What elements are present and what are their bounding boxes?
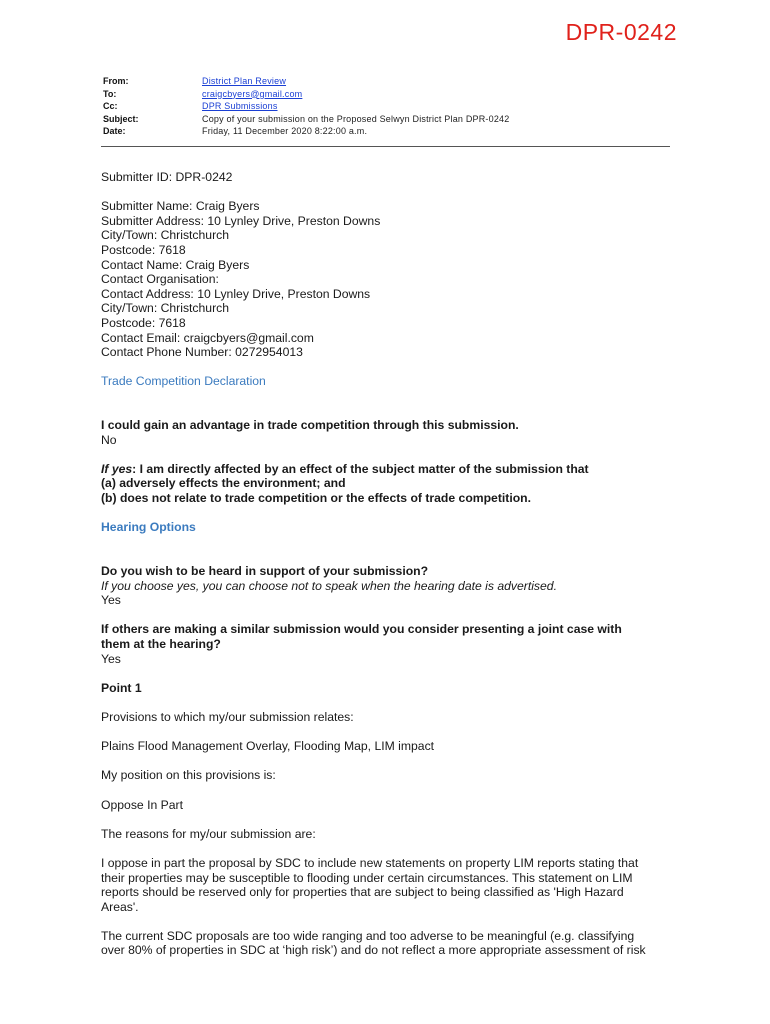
hearing-answer-1: Yes bbox=[101, 593, 121, 608]
document-id-stamp: DPR-0242 bbox=[565, 19, 677, 45]
subject-value: Copy of your submission on the Proposed Selwyn District Plan DPR-0242 bbox=[202, 113, 510, 124]
contact-postcode: Postcode: 7618 bbox=[101, 315, 186, 330]
trade-competition-heading: Trade Competition Declaration bbox=[101, 374, 266, 389]
email-subject-row bbox=[103, 113, 509, 126]
reasons-paragraph-1-line-4: Areas'. bbox=[101, 899, 139, 914]
contact-city: City/Town: Christchurch bbox=[101, 301, 230, 316]
hearing-options-heading: Hearing Options bbox=[101, 520, 196, 535]
to-label: To: bbox=[103, 88, 117, 99]
submission-body bbox=[101, 170, 676, 958]
point-heading: Point 1 bbox=[101, 680, 142, 695]
reasons-paragraph-1-line-1: I oppose in part the proposal by SDC to include new statements on property LIM reports stating that bbox=[101, 855, 639, 870]
hearing-question-1: Do you wish to be heard in support of your submission? bbox=[101, 564, 429, 579]
hearing-question-2-line-2: them at the hearing? bbox=[101, 637, 221, 651]
contact-name: Contact Name: Craig Byers bbox=[101, 257, 250, 272]
reasons-paragraph-1-line-3: reports should be reserved only for properties that are subject to being classified as 'High Hazard bbox=[101, 885, 624, 900]
reasons-label: The reasons for my/our submission are: bbox=[101, 826, 316, 841]
if-yes-label: If yes bbox=[101, 461, 133, 476]
submitter-name: Submitter Name: Craig Byers bbox=[101, 199, 260, 214]
cc-label: Cc: bbox=[103, 101, 118, 112]
subject-label: Subject: bbox=[103, 113, 139, 124]
email-to-row bbox=[103, 88, 509, 101]
contact-organisation: Contact Organisation: bbox=[101, 272, 219, 287]
reasons-paragraph-2-line-2: over 80% of properties in SDC at ‘high risk’) and do not reflect a more appropriate assessment of risk bbox=[101, 943, 646, 958]
trade-answer: No bbox=[101, 432, 117, 447]
hearing-answer-2: Yes bbox=[101, 651, 121, 666]
from-link[interactable]: District Plan Review bbox=[202, 76, 287, 86]
position-value: Oppose In Part bbox=[101, 797, 183, 812]
date-value: Friday, 11 December 2020 8:22:00 a.m. bbox=[202, 126, 368, 137]
contact-phone: Contact Phone Number: 0272954013 bbox=[101, 345, 303, 360]
position-label: My position on this provisions is: bbox=[101, 768, 276, 783]
hearing-question-2-line-1: If others are making a similar submission would you consider presenting a joint case with bbox=[101, 622, 622, 637]
submitter-city: City/Town: Christchurch bbox=[101, 228, 230, 243]
submitter-address: Submitter Address: 10 Lynley Drive, Preston Downs bbox=[101, 213, 381, 228]
date-label: Date: bbox=[103, 126, 126, 137]
trade-question: I could gain an advantage in trade competition through this submission. bbox=[101, 418, 519, 433]
reasons-paragraph-2-line-1: The current SDC proposals are too wide ranging and too adverse to be meaningful (e.g. classifying bbox=[101, 928, 635, 943]
provisions-label: Provisions to which my/our submission relates: bbox=[101, 709, 354, 724]
to-link[interactable]: craigcbyers@gmail.com bbox=[202, 88, 303, 99]
submitter-id: Submitter ID: DPR-0242 bbox=[101, 170, 233, 184]
trade-item-a bbox=[101, 476, 676, 491]
trade-item-b: (b) does not relate to trade competition or the effects of trade competition. bbox=[101, 491, 531, 506]
provisions-value: Plains Flood Management Overlay, Flooding Map, LIM impact bbox=[101, 739, 435, 754]
hearing-question-1-note: If you choose yes, you can choose not to speak when the hearing date is advertised. bbox=[101, 578, 557, 593]
email-header bbox=[103, 75, 509, 138]
from-label: From: bbox=[103, 76, 129, 86]
header-divider bbox=[101, 146, 670, 147]
trade-item-a-bold: (a) adversely bbox=[101, 476, 176, 491]
contact-email: Contact Email: craigcbyers@gmail.com bbox=[101, 330, 314, 345]
email-from-row bbox=[103, 75, 509, 88]
submitter-postcode: Postcode: 7618 bbox=[101, 242, 186, 257]
reasons-paragraph-1-line-2: their properties may be susceptible to flooding under certain circumstances. This statement on LIM bbox=[101, 870, 633, 885]
trade-item-a-rest: effects the environment; and bbox=[175, 476, 346, 491]
if-yes-rest: : I am directly affected by an effect of the subject matter of the submission that bbox=[132, 461, 589, 476]
if-yes-statement bbox=[101, 462, 676, 477]
email-cc-row bbox=[103, 100, 509, 113]
cc-link[interactable]: DPR Submissions bbox=[202, 101, 278, 112]
contact-address: Contact Address: 10 Lynley Drive, Preston Downs bbox=[101, 286, 371, 301]
email-date-row bbox=[103, 125, 509, 138]
